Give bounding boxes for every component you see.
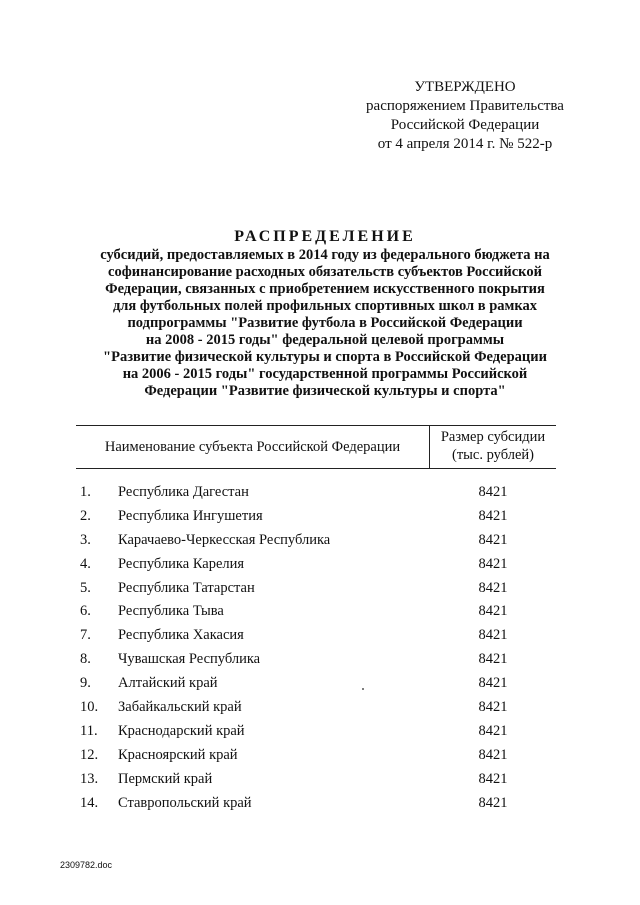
title-line: софинансирование расходных обязательств субъектов Российской (108, 264, 542, 280)
table-row (76, 578, 556, 602)
table-row (76, 793, 556, 817)
row-number: 7. (80, 627, 91, 644)
row-region-name: Чувашская Республика (118, 651, 261, 668)
table-row (76, 721, 556, 745)
approval-date: от 4 апреля 2014 г. № 522-р (377, 136, 553, 152)
row-region-name: Республика Хакасия (118, 627, 244, 644)
table-row (76, 625, 556, 649)
row-amount: 8421 (478, 579, 508, 596)
row-number: 3. (80, 531, 91, 548)
row-number: 6. (80, 603, 91, 620)
row-number: 8. (80, 651, 91, 668)
title-line: подпрограммы "Развитие футбола в Российской Федерации (127, 315, 523, 331)
title-line: субсидий, предоставляемых в 2014 году из федерального бюджета на (100, 247, 550, 263)
table-row (76, 601, 556, 625)
column-header-amount (430, 428, 556, 464)
row-number: 9. (80, 675, 91, 692)
approval-line: распоряжением Правительства (366, 98, 564, 114)
title-line: "Развитие физической культуры и спорта в Российской Федерации (103, 349, 547, 365)
row-region-name: Республика Карелия (118, 555, 245, 572)
column-header-amount-line1: Размер субсидии (440, 429, 546, 445)
table-row (76, 554, 556, 578)
row-amount: 8421 (478, 651, 508, 668)
row-amount: 8421 (478, 627, 508, 644)
row-amount: 8421 (478, 722, 508, 739)
table-row (76, 482, 556, 506)
table-row (76, 530, 556, 554)
footer-doc-id: 2309782.doc (60, 860, 113, 870)
table-body (76, 482, 556, 816)
title-line: на 2008 - 2015 годы" федеральной целевой программы (145, 332, 505, 348)
row-amount: 8421 (478, 746, 508, 763)
title-line: Федерации, связанных с приобретением искусственного покрытия (105, 281, 545, 297)
row-region-name: Пермский край (118, 770, 213, 787)
column-header-amount-line2: (тыс. рублей) (452, 447, 534, 463)
row-region-name: Республика Татарстан (118, 579, 255, 596)
table-row (76, 745, 556, 769)
row-number: 13. (80, 770, 99, 787)
table-row (76, 673, 556, 697)
row-region-name: Ставропольский край (118, 794, 252, 811)
table-row (76, 649, 556, 673)
row-number: 11. (80, 722, 98, 739)
table-row (76, 506, 556, 530)
row-number: 5. (80, 579, 91, 596)
row-amount: 8421 (478, 770, 508, 787)
row-number: 1. (80, 484, 91, 500)
row-amount: 8421 (478, 484, 508, 500)
row-region-name: Алтайский край (118, 675, 218, 692)
approval-line: Российской Федерации (390, 117, 540, 133)
row-number: 14. (80, 794, 99, 811)
scan-speck (362, 688, 364, 690)
column-header-name: Наименование субъекта Российской Федерации (76, 426, 430, 468)
row-amount: 8421 (478, 794, 508, 811)
row-number: 12. (80, 746, 99, 763)
row-region-name: Красноярский край (118, 746, 238, 763)
approval-title: УТВЕРЖДЕНО (414, 79, 516, 95)
title-line: Федерации "Развитие физической культуры и спорта" (144, 383, 506, 399)
row-region-name: Республика Ингушетия (118, 507, 263, 524)
row-amount: 8421 (478, 699, 508, 716)
row-amount: 8421 (478, 555, 508, 572)
table-row (76, 769, 556, 793)
row-amount: 8421 (478, 531, 508, 548)
row-amount: 8421 (478, 603, 508, 620)
row-number: 10. (80, 699, 99, 716)
title-heading: РАСПРЕДЕЛЕНИЕ (234, 228, 416, 245)
row-region-name: Карачаево-Черкесская Республика (118, 531, 331, 548)
row-region-name: Республика Дагестан (118, 484, 249, 500)
row-region-name: Краснодарский край (118, 722, 245, 739)
row-region-name: Забайкальский край (118, 699, 242, 716)
table-header (76, 425, 556, 469)
row-number: 2. (80, 507, 91, 524)
title-line: на 2006 - 2015 годы" государственной программы Российской (122, 366, 528, 382)
document-title (40, 228, 610, 400)
row-amount: 8421 (478, 675, 508, 692)
approval-stamp (340, 78, 590, 154)
table-row (76, 697, 556, 721)
row-amount: 8421 (478, 507, 508, 524)
row-number: 4. (80, 555, 91, 572)
row-region-name: Республика Тыва (118, 603, 224, 620)
title-line: для футбольных полей профильных спортивных школ в рамках (112, 298, 538, 314)
